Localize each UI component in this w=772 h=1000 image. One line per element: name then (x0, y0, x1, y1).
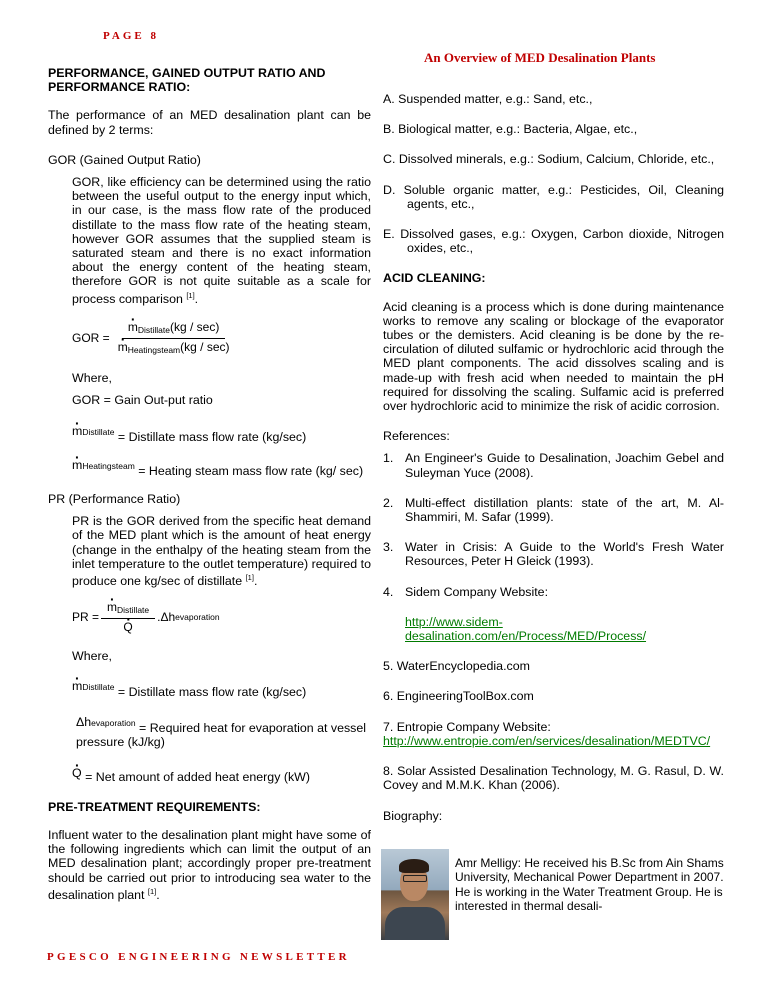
heading-performance: PERFORMANCE, GAINED OUTPUT RATIO AND PERFORMANCE RATIO: (48, 66, 326, 95)
reference-item: 4. Sidem Company Website: (383, 584, 549, 599)
reference-item: 3. Water in Crisis: A Guide to the World's Fresh Water Resources, Peter H Gleick (1993). (383, 540, 724, 569)
m-heating-definition: · $m^{Heatingsteam}$ = Heating steam mass flow rate (kg/ sec) (48, 458, 371, 478)
pretreatment-body: Influent water to the desalination plant might have some of the following ingredients which can limit the output of an MED desalination plant; accordingly proper pre-treatment should be carried out prior to introducing sea water to the desalination plant [1]. (48, 827, 371, 902)
q-definition: · Q = Net amount of added heat energy (kW) (48, 766, 371, 784)
references-label: References: (383, 429, 450, 444)
author-photo (381, 849, 449, 940)
gor-fraction: · $m_{Distillate}(kg / \sec)$ · $m_{Heatingsteam}(kg / \sec)$ (112, 320, 236, 357)
ingredient-item: D. Soluble organic matter, e.g.: Pesticides, Oil, Cleaning agents, etc., (383, 182, 724, 211)
pr-fraction: · $m_{Distillate}$ · Q (101, 600, 155, 634)
acid-cleaning-body: Acid cleaning is a process which is done during maintenance works to remove any scaling or blockage of the evaporator tubes or the demisters. Acid cleaning is be done by the re-circulation of diluted sulfamic or hydrochloric acid through the MED plant components. The acid dissolves scaling and is made-up with fresh acid when needed to maintain the pH required for dissolving the scaling. Sulfamic acid is preferred over hydrochloric acid to minimize the risk of acidic corrosion. (383, 299, 724, 414)
reference-item: 1. An Engineer's Guide to Desalination, Joachim Gebel and Suleyman Yuce (2008). (383, 451, 724, 480)
gor-body: GOR, like efficiency can be determined using the ratio between the useful output to the energy input which, in our case, is the mass flow rate of the produced distillate to the mass flow rate of the heating steam, however GOR assumes that the supplied steam is saturated steam and there is no exact information about the energy content of the heating steam, therefore GOR is not quite suitable as a scale for process comparison [1]. (72, 175, 371, 306)
pr-title: PR (Performance Ratio) (48, 492, 181, 507)
reference-item-entropie: 7. Entropie Company Website: http://www.entropie.com/en/services/desalination/MEDTVC/ (383, 719, 711, 748)
pr-body: PR is the GOR derived from the specific heat demand of the MED plant which is the amount of heat energy (change in the enthalpy of the heating steam from the inlet temperature to the outlet temperature) required to produce one kg/sec of distillate [1]. (72, 514, 371, 589)
newsletter-footer: PGESCO ENGINEERING NEWSLETTER (47, 951, 350, 963)
ingredient-item: B. Biological matter, e.g.: Bacteria, Algae, etc., (383, 122, 638, 137)
biography-label: Biography: (383, 808, 443, 823)
pr-formula: PR = · $m_{Distillate}$ · Q .Δh evaporation (48, 600, 371, 634)
running-title: An Overview of MED Desalination Plants (424, 50, 656, 65)
where-label-2: Where, (72, 648, 112, 663)
pr-formula-lhs: PR = (72, 610, 100, 625)
m-distillate-definition: · $m^{Distillate}$ = Distillate mass flow rate (kg/sec) (48, 424, 371, 444)
m-distillate-definition-2: · $m^{Distillate}$ = Distillate mass flow rate (kg/sec) (48, 679, 371, 699)
dh-definition: $\Delta h^{evaporation}$ = Required heat for evaporation at vessel pressure (kJ/kg) (76, 715, 367, 750)
ingredient-item: C. Dissolved minerals, e.g.: Sodium, Calcium, Chloride, etc., (383, 152, 715, 167)
gor-formula-lhs: GOR = (72, 331, 110, 346)
gor-formula (48, 320, 371, 357)
heading-pretreatment: PRE-TREATMENT REQUIREMENTS: (48, 799, 261, 814)
ingredient-item: A. Suspended matter, e.g.: Sand, etc., (383, 92, 593, 106)
reference-item: 6. EngineeringToolBox.com (383, 689, 534, 704)
heading-acid-cleaning: ACID CLEANING: (383, 271, 486, 286)
page-number: PAGE 8 (103, 30, 159, 42)
left-column (48, 66, 371, 902)
gor-definition: GOR = Gain Out-put ratio (72, 393, 213, 408)
reference-item: 2. Multi-effect distillation plants: state of the art, M. Al-Shammiri, M. Safar (1999). (383, 495, 724, 525)
performance-intro: The performance of an MED desalination plant can be defined by 2 terms: (48, 108, 371, 137)
gor-title: GOR (Gained Output Ratio) (48, 152, 201, 167)
biography-text: Amr Melligy: He received his B.Sc from Ain Shams University, Mechanical Power Department in 2007. He is working in the Water Treatment Group. He is interested in thermal desali- (455, 856, 724, 914)
ingredient-item: E. Dissolved gases, e.g.: Oxygen, Carbon dioxide, Nitrogen oxides, etc., (383, 227, 724, 256)
reference-link-entropie[interactable]: http://www.entropie.com/en/services/desalination/MEDTVC/ (383, 733, 711, 748)
reference-item: 5. WaterEncyclopedia.com (383, 659, 530, 674)
right-column (383, 92, 724, 823)
where-label-1: Where, (72, 371, 112, 386)
reference-link-sidem[interactable]: http://www.sidem-desalination.com/en/Process/MED/Process/ (405, 614, 647, 644)
reference-item: 8. Solar Assisted Desalination Technology, M. G. Rasul, D. W. Covey and M.M.K. Khan (2006). (383, 764, 724, 793)
